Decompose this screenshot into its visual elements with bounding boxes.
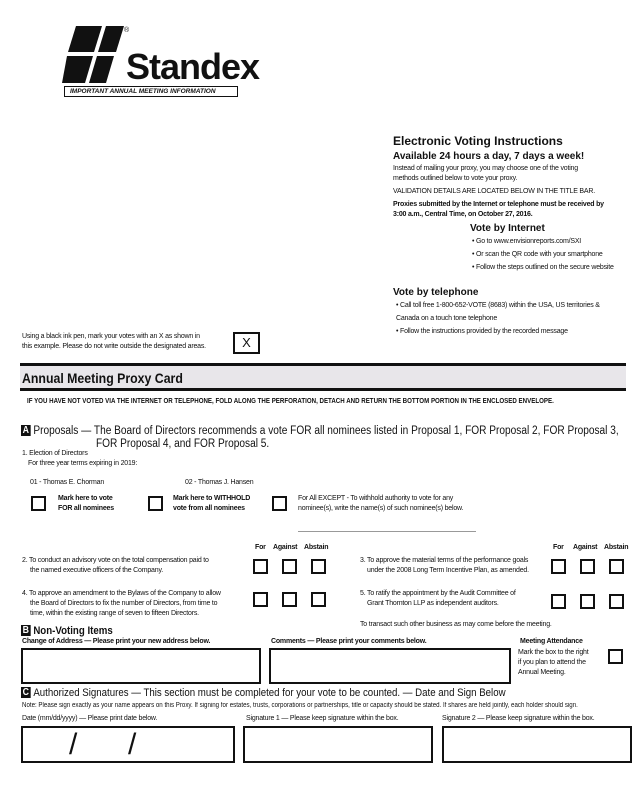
attendance-text: if you plan to attend the: [518, 659, 586, 666]
availability: Available 24 hours a day, 7 days a week!: [393, 151, 585, 162]
col-header: Against: [573, 544, 598, 551]
section-letter: C: [22, 687, 30, 698]
option-label: Mark here to vote: [58, 495, 113, 502]
phone-item: • Follow the instructions provided by the recorded message: [396, 328, 568, 335]
p3-abstain-checkbox[interactable]: [609, 559, 624, 574]
p2-abstain-checkbox[interactable]: [311, 559, 326, 574]
proposal-3-text: under the 2008 Long Term Incentive Plan, as amended.: [367, 567, 529, 574]
attendance-text: Annual Meeting.: [518, 669, 566, 676]
p2-for-checkbox[interactable]: [253, 559, 268, 574]
signature-note: Note: Please sign exactly as your name appears on this Proxy. If signing for estates, trusts, corporations or partnerships, title or capacity should be stated. If shares are held jointly, each holder should sign.: [22, 702, 578, 709]
proposal-4-text: the Board of Directors to fix the number of Directors, from time to: [30, 600, 218, 607]
proposal-5-text: 5. To ratify the appointment by the Audit Committee of: [360, 590, 516, 597]
example-instruction: Using a black ink pen, mark your votes with an X as shown in: [22, 333, 200, 340]
proposal-4-text: 4. To approve an amendment to the Bylaws of the Company to allow: [22, 590, 221, 597]
comments-field[interactable]: [269, 648, 511, 684]
proposal-2-text: 2. To conduct an advisory vote on the total compensation paid to: [22, 557, 209, 564]
proposal-1-title: 1. Election of Directors: [22, 450, 88, 457]
p5-for-checkbox[interactable]: [551, 594, 566, 609]
signature-1-field[interactable]: [243, 726, 433, 763]
proposal-2-text: the named executive officers of the Company.: [30, 567, 163, 574]
date-separator: /: [128, 728, 137, 761]
nominee: 01 - Thomas E. Chorman: [30, 479, 105, 486]
divider: [20, 388, 626, 391]
comments-label: Comments — Please print your comments below.: [271, 638, 427, 645]
option-label: nominee(s), write the name(s) of such nominee(s) below.: [298, 505, 464, 512]
electronic-title: Electronic Voting Instructions: [393, 134, 563, 148]
option-label: vote from all nominees: [173, 505, 245, 512]
p5-abstain-checkbox[interactable]: [609, 594, 624, 609]
option-label: FOR all nominees: [58, 505, 114, 512]
date-separator: /: [69, 728, 78, 761]
intro-line: Instead of mailing your proxy, you may choose one of the voting: [393, 165, 578, 172]
col-header: Abstain: [604, 544, 629, 551]
p4-against-checkbox[interactable]: [282, 592, 297, 607]
section-b-title-text: Non-Voting Items: [33, 625, 113, 637]
for-all-except-checkbox[interactable]: [272, 496, 287, 511]
col-header: For: [553, 544, 564, 551]
p4-abstain-checkbox[interactable]: [311, 592, 326, 607]
p3-for-checkbox[interactable]: [551, 559, 566, 574]
col-header: Against: [273, 544, 298, 551]
example-instruction: this example. Please do not write outside the designated areas.: [22, 343, 206, 350]
fold-notice: IF YOU HAVE NOT VOTED VIA THE INTERNET OR TELEPHONE, FOLD ALONG THE PERFORATION, DETACH AND RETURN THE BOTTOM PORTION IN THE ENCLOSED ENVELOPE.: [27, 398, 554, 405]
phone-item: • Call toll free 1-800-652-VOTE (8683) within the USA, US territories &: [396, 302, 600, 309]
card-title: Annual Meeting Proxy Card: [22, 370, 183, 386]
sig2-label: Signature 2 — Please keep signature within the box.: [442, 715, 595, 722]
change-of-address-field[interactable]: [21, 648, 261, 684]
intro-line: methods outlined below to vote your proxy.: [393, 175, 518, 182]
internet-item: • Go to www.envisionreports.com/SXI: [472, 238, 582, 245]
validation-note: VALIDATION DETAILS ARE LOCATED BELOW IN THE TITLE BAR.: [393, 188, 595, 195]
internet-item: • Or scan the QR code with your smartphone: [472, 251, 603, 258]
except-names-line[interactable]: [298, 531, 476, 532]
example-mark-box: X: [233, 332, 260, 354]
internet-title: Vote by Internet: [470, 223, 545, 234]
withhold-all-checkbox[interactable]: [148, 496, 163, 511]
phone-item: Canada on a touch tone telephone: [396, 315, 498, 322]
option-label: For All EXCEPT - To withhold authority to vote for any: [298, 495, 454, 502]
internet-item: • Follow the steps outlined on the secure website: [472, 264, 614, 271]
attendance-text: Mark the box to the right: [518, 649, 589, 656]
p5-against-checkbox[interactable]: [580, 594, 595, 609]
col-header: For: [255, 544, 266, 551]
brand-name: Standex: [126, 46, 260, 87]
p4-for-checkbox[interactable]: [253, 592, 268, 607]
section-a-title-text: Proposals — The Board of Directors recommends a vote FOR all nominees listed in Proposal 1, FOR Proposal 2, FOR Proposal 3,: [33, 425, 619, 437]
nominee: 02 - Thomas J. Hansen: [185, 479, 254, 486]
section-c-title-text: Authorized Signatures — This section must be completed for your vote to be counted. — Date and Sign Below: [33, 687, 506, 699]
proposal-3-text: 3. To approve the material terms of the performance goals: [360, 557, 529, 564]
deadline: 3:00 a.m., Central Time, on October 27, 2016.: [393, 211, 533, 218]
meeting-attendance-checkbox[interactable]: [608, 649, 623, 664]
sig1-label: Signature 1 — Please keep signature within the box.: [246, 715, 399, 722]
section-letter: B: [22, 625, 30, 636]
proposal-5-text: Grant Thornton LLP as independent auditors.: [367, 600, 499, 607]
date-label: Date (mm/dd/yyyy) — Please print date below.: [22, 715, 158, 722]
section-c-title: [21, 687, 506, 699]
p3-against-checkbox[interactable]: [580, 559, 595, 574]
standex-logo-icon: [62, 26, 128, 84]
section-letter: A: [22, 425, 30, 436]
tagline: IMPORTANT ANNUAL MEETING INFORMATION: [64, 86, 238, 97]
proposal-1-sub: For three year terms expiring in 2019:: [28, 460, 138, 467]
date-field[interactable]: [21, 726, 235, 763]
phone-title: Vote by telephone: [393, 287, 479, 298]
section-a-title: [21, 425, 619, 437]
section-b-title: [21, 625, 113, 637]
option-label: Mark here to WITHHOLD: [173, 495, 251, 502]
p2-against-checkbox[interactable]: [282, 559, 297, 574]
col-header: Abstain: [304, 544, 329, 551]
attendance-title: Meeting Attendance: [520, 638, 583, 645]
proposal-4-text: time, within the existing range of seven to fifteen Directors.: [30, 610, 199, 617]
address-label: Change of Address — Please print your new address below.: [22, 638, 211, 645]
registered-mark: ®: [124, 27, 130, 34]
section-a-title-text: FOR Proposal 4, and FOR Proposal 5.: [96, 438, 270, 450]
signature-2-field[interactable]: [442, 726, 632, 763]
other-business: To transact such other business as may come before the meeting.: [360, 621, 552, 628]
deadline: Proxies submitted by the Internet or telephone must be received by: [393, 201, 604, 208]
vote-for-all-checkbox[interactable]: [31, 496, 46, 511]
